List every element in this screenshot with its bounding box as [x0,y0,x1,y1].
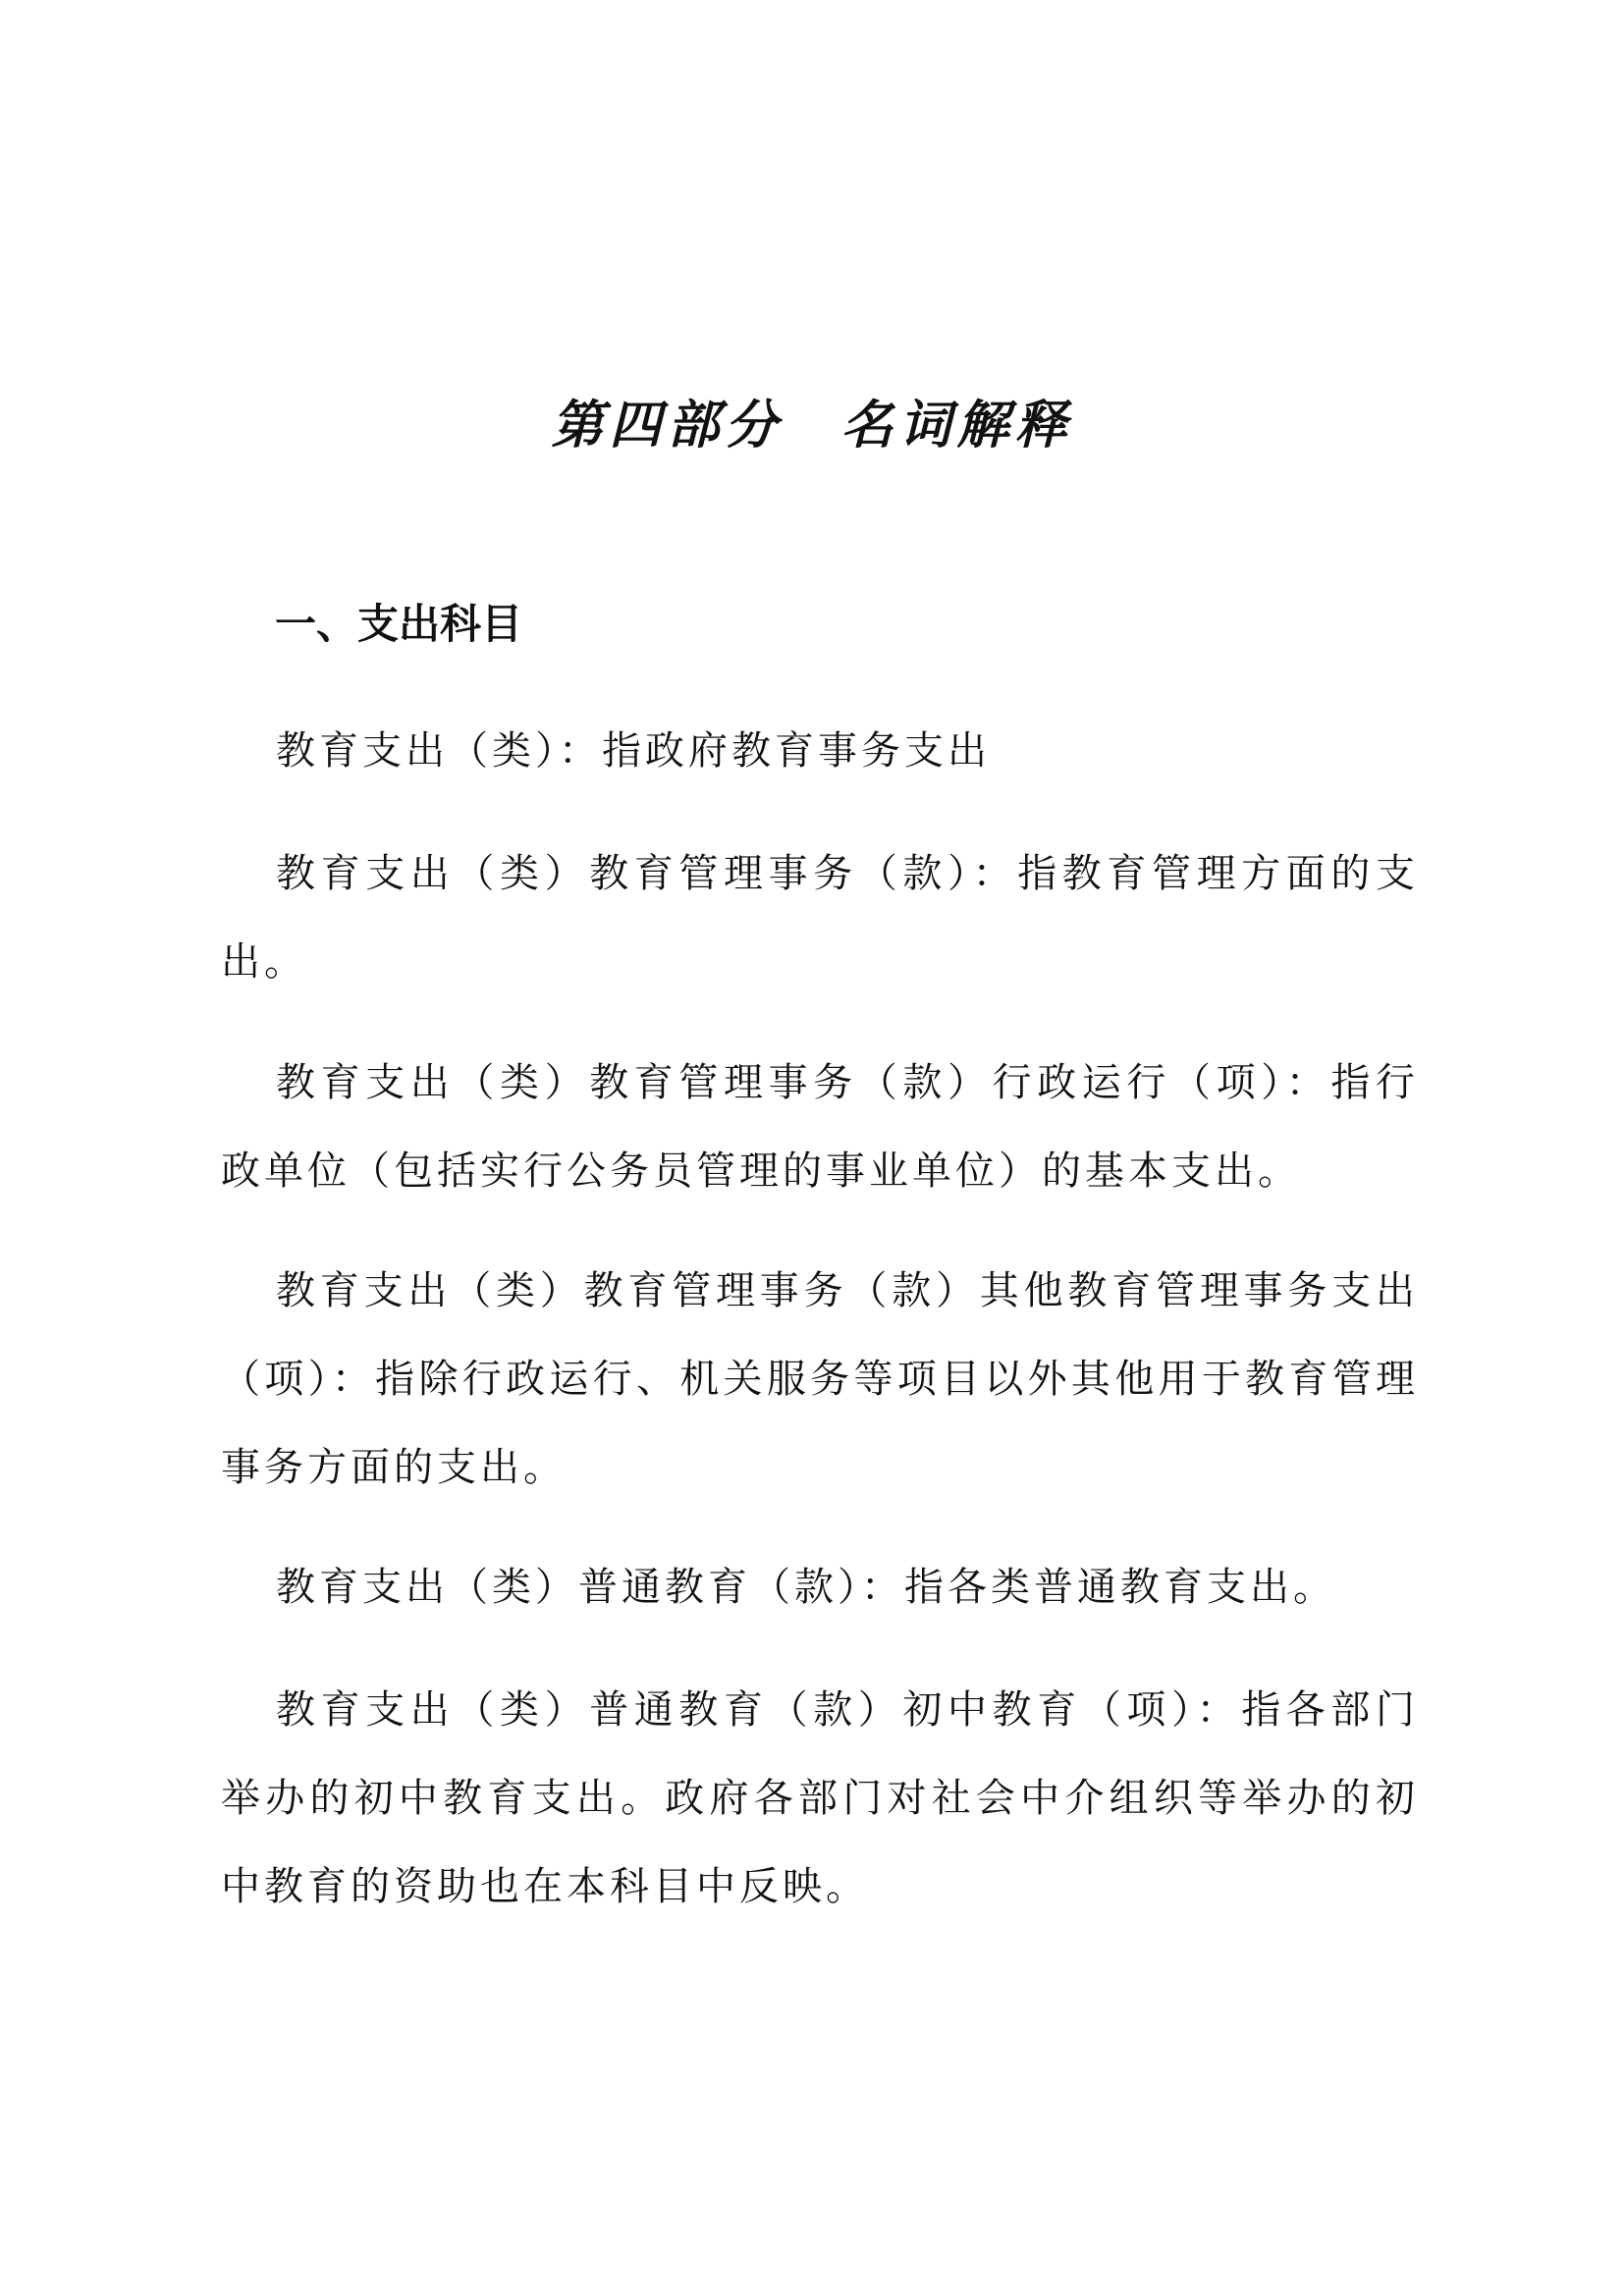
paragraph-education-management: 教育支出（类）教育管理事务（款）：指教育管理方面的支出。 [221,851,1419,985]
section-heading: 一、支出科目 [275,600,523,648]
paragraph-administrative-operation: 教育支出（类）教育管理事务（款）行政运行（项）：指行政单位（包括实行公务员管理的事业单位）的基本支出。 [221,1060,1419,1194]
page-title: 第四部分 名词解释 [551,395,1073,455]
paragraph-other-management-expenditure: 教育支出（类）教育管理事务（款）其他教育管理事务支出（项）：指除行政运行、机关服务等项目以外其他用于教育管理事务方面的支出。 [221,1268,1419,1490]
paragraph-education-expenditure: 教育支出（类）：指政府教育事务支出 [276,728,991,774]
paragraph-general-education: 教育支出（类）普通教育（款）：指各类普通教育支出。 [276,1565,1336,1610]
paragraph-junior-middle-education: 教育支出（类）普通教育（款）初中教育（项）：指各部门举办的初中教育支出。政府各部门对社会中介组织等举办的初中教育的资助也在本科目中反映。 [221,1687,1419,1909]
